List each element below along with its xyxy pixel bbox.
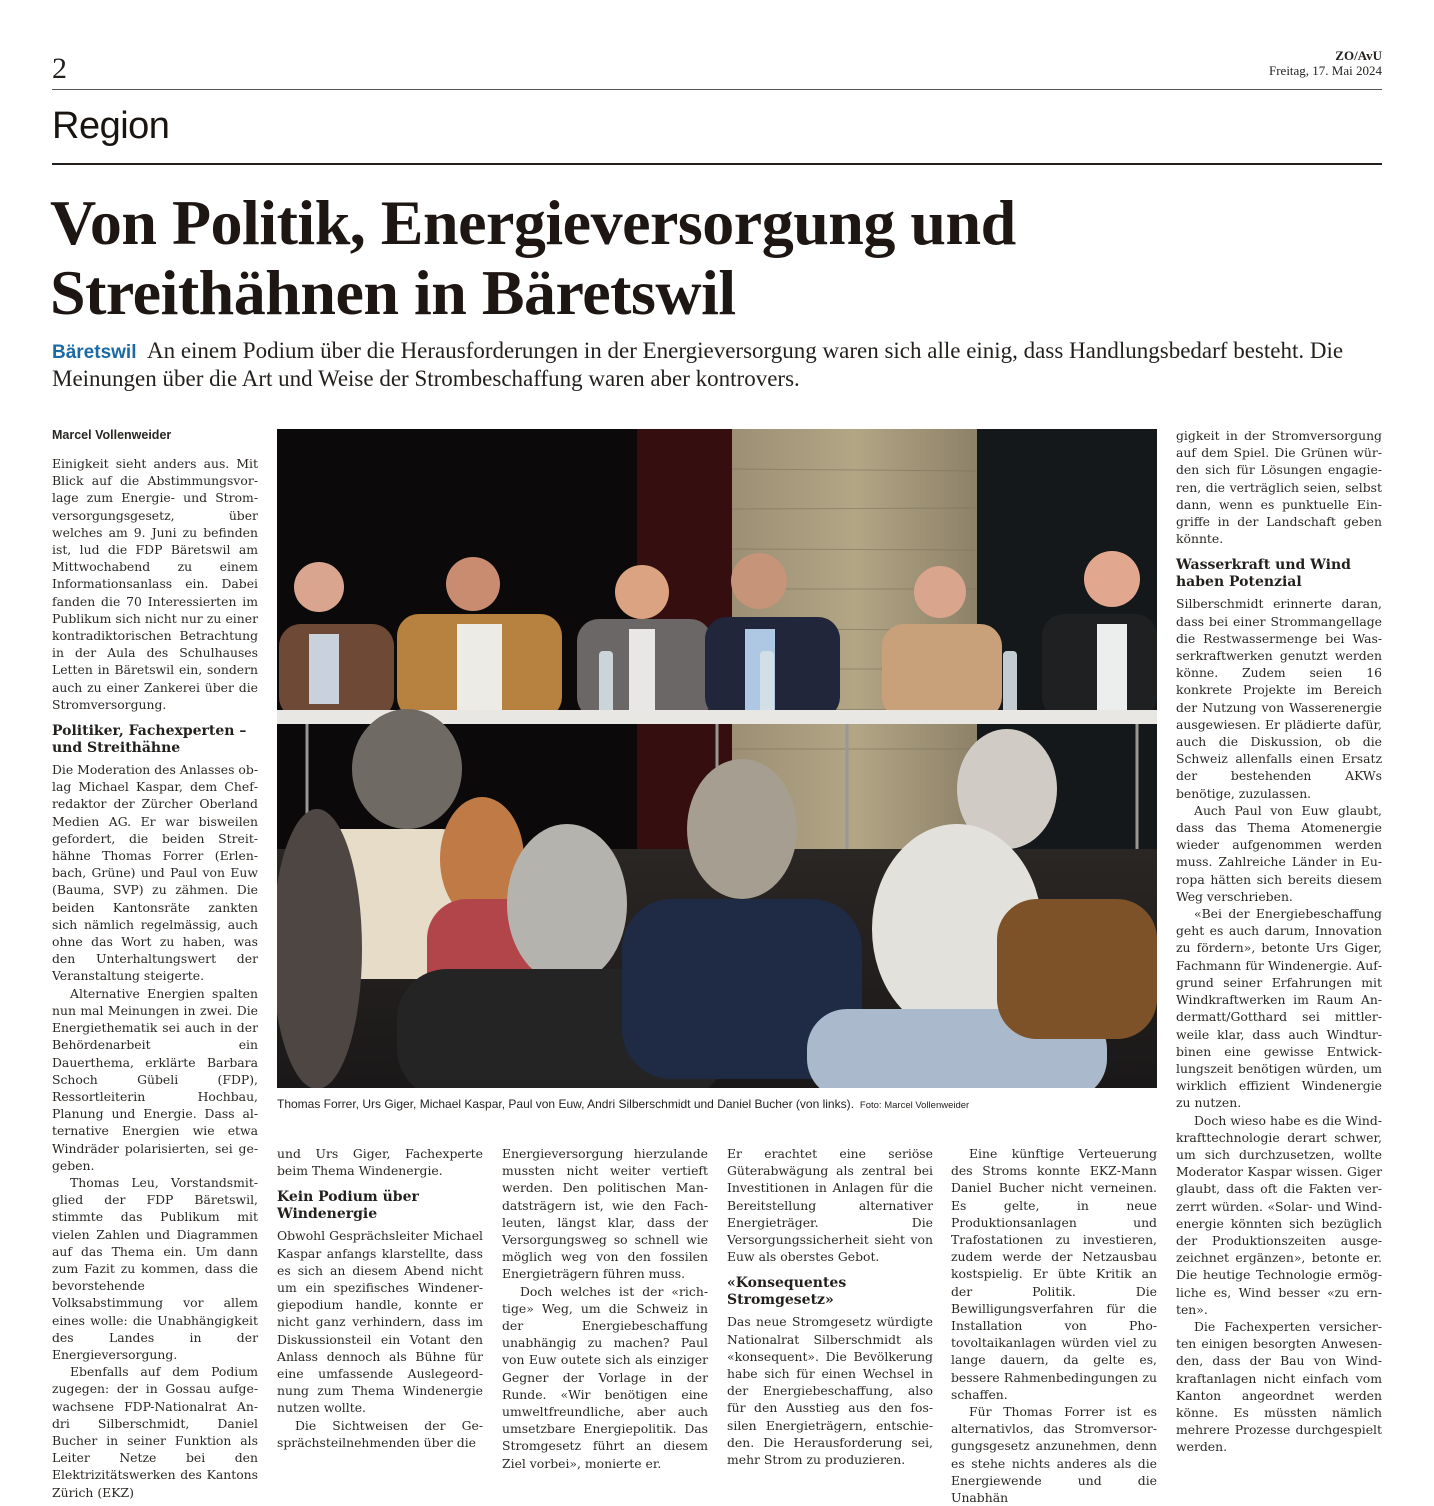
page-number: 2 <box>52 52 67 85</box>
paragraph: und Urs Giger, Fachexperte beim Thema Windenergie. <box>277 1146 483 1179</box>
subheading: «Konsequentes Stromgesetz» <box>727 1275 847 1309</box>
paragraph: Doch wieso habe es die Windkrafttechnologie derart schwer, um sich durchzusetzen, wollte Moderator Kaspar wissen. Giger glaubt, dass oft die Fakten verzerrt würden. «Solar- und Windenergie könnten sich bezüglich der Produktionszeiten ausgezeichnet ergänzen», betonte er. Die heutige Technologie ermögliche es, Wind besser «zu ernten». <box>1176 1112 1382 1317</box>
paragraph: Auch Paul von Euw glaubt, dass das Thema Atomenergie wieder aufgenommen werden muss. Zahlreiche Länder in Europa hätten sich bereits diesem Weg verschrieben. <box>1176 802 1382 904</box>
article-headline: Von Politik, Energieversorgung und Streithähnen in Bäretswil <box>50 187 1016 328</box>
panel-discussion-photo <box>277 429 1157 1088</box>
paragraph: Alternative Energien spalten nun mal Meinungen in zwei. Die Energiethematik sei auch in der Behördenarbeit ein Dauerthema, erklärte Barbara Schoch Gübeli (FDP), Ressortleiterin Hochbau, Planung und Energie. Dass alternative Energien wie etwa Windräder polarisierten, sei gegeben. <box>52 985 258 1173</box>
subheading: Politiker, Fachexperten – und Streithähne <box>52 723 247 757</box>
lead-text: An einem Podium über die Herausforderungen in der Energieversorgung waren sich alle einig, dass Handlungsbedarf besteht. Die Meinungen über die Art und Weise der Strombeschaffung waren aber kontrovers. <box>52 338 1344 391</box>
paragraph: «Bei der Energiebeschaffung geht es auch darum, Innovation zu fördern», betonte Urs Giger, Fachmann für Windenergie. Aufgrund seiner Erfahrungen mit Windkraftwerken im Raum Andermatt/Gotthard sei mittlerweile klar, dass auch Windturbinen eine gewisse Entwicklungszeit benötigen würden, um wirklich effizient Windenergie zu nutzen. <box>1176 906 1382 1111</box>
paragraph: Für Thomas Forrer ist es alternativlos, das Stromversorgungsgesetz anzunehmen, denn es stehe nichts anderes als die Energiewende und die Unabhän <box>951 1404 1157 1506</box>
caption-text: Thomas Forrer, Urs Giger, Michael Kaspar, Paul von Euw, Andri Silberschmidt und Daniel Bucher (von links). <box>277 1097 854 1111</box>
paragraph: Doch welches ist der «richtige» Weg, um die Schweiz in der Energiebeschaffung unabhängig zu machen? Paul von Euw outete sich als einziger Gegner der Vorlage in der Runde. «Wir benötigen eine umweltfreundliche, aber auch umsetzbare Energiepolitik. Das Stromgesetz führt an diesem Ziel vorbei», monierte er. <box>502 1283 708 1471</box>
paragraph: Energieversorgung hierzulande mussten nicht weiter vertieft werden. Den politischen Mandatsträgern ist, wie den Fachleuten, längst klar, dass der Versorgungsweg so schnell wie möglich weg von den fossilen Energieträgern führen muss. <box>502 1146 708 1282</box>
paragraph: Eine künftige Verteuerung des Stroms konnte EKZ-Mann Daniel Bucher nicht verneinen. Es gelte, in neue Produktionsanlagen und Trafostationen zu investieren, zudem werde der Netzausbau kostspielig. Er übte Kritik an der Politik. Die Bewilligungsverfahren für die Installation von Photovoltaikanlagen würden viel zu lange dauern, da gelte es, bessere Rahmenbedingungen zu schaffen. <box>951 1146 1157 1402</box>
photo-caption <box>277 1096 1157 1114</box>
article-column-1 <box>52 427 258 1501</box>
publication-name: ZO/AvU <box>1335 48 1382 63</box>
subheading: Wasserkraft und Wind haben Potenzial <box>1176 557 1351 591</box>
article-column-5 <box>951 1145 1157 1506</box>
article-lead <box>52 338 1382 392</box>
section-rule <box>52 163 1382 165</box>
dateline: Bäretswil <box>52 342 137 363</box>
article-photo <box>277 429 1157 1088</box>
paragraph: Thomas Leu, Vorstandsmitglied der FDP Bäretswil, stimmte das Publikum mit vielen Zahlen und Diagrammen auf das Thema ein. Um dann zum Fazit zu kommen, dass die bevorstehende Volksabstimmung vor allem eines wolle: die Unabhängigkeit des Landes in der Energieversorgung. <box>52 1174 258 1362</box>
photo-credit: Foto: Marcel Vollenweider <box>859 1100 970 1111</box>
article-column-6 <box>1176 427 1382 1456</box>
subheading: Kein Podium über Windenergie <box>277 1189 419 1223</box>
paragraph: Die Sichtweisen der Gesprächsteilnehmenden über die <box>277 1417 483 1450</box>
paragraph: Die Fachexperten versicherten einigen besorgten Anwesenden, dass der Bau von Windkraftanlagen nicht einfach vom Kanton angeordnet werden könne. Es müssten nämlich mehrere Prozesse durchgespielt werden. <box>1176 1318 1382 1455</box>
paragraph: Ebenfalls auf dem Podium zugegen: der in Gossau aufgewachsene FDP-Nationalrat Andri Silberschmidt, Daniel Bucher in seiner Funktion als Leiter Netze bei den Elektrizitätswerken des Kantons Zürich (EKZ) <box>52 1364 258 1500</box>
issue-date: Freitag, 17. Mai 2024 <box>1268 63 1382 78</box>
author-byline: Marcel Vollenweider <box>52 428 172 442</box>
header-rule <box>52 89 1382 90</box>
article-column-2 <box>277 1145 483 1451</box>
paragraph: Er erachtet eine seriöse Güterabwägung als zentral bei Investitionen in Anlagen für die Bereitstellung alternativer Energieträger. Die Versorgungssicherheit sieht von Euw als oberstes Gebot. <box>727 1146 933 1265</box>
paragraph: gigkeit in der Stromversorgung auf dem Spiel. Die Grünen würden sich für Lösungen engagieren, die verträglich seien, selbst dann, wenn es punktuelle Eingriffe in der Landschaft geben könnte. <box>1176 428 1382 547</box>
section-title: Region <box>52 105 170 147</box>
article-column-4 <box>727 1145 933 1468</box>
paragraph: Das neue Stromgesetz würdigte Nationalrat Silberschmidt als «konsequent». Die Bevölkerung habe sich für einen Wechsel in der Energiebeschaffung, also für den Ausstieg aus den fossilen Energieträgern, entschieden. Die Herausforderung sei, mehr Strom zu produzieren. <box>727 1314 933 1468</box>
paragraph: Einigkeit sieht anders aus. Mit Blick auf die Abstimmungsvorlage zum Energie- und Stromversorgungsgesetz, über welches am 9. Juni zu befinden ist, lud die FDP Bäretswil am Mittwochabend zu einem Informationsanlass ein. Dabei fanden die 70 Interessierten im Publikum sich nicht nur zu einer kontradiktorischen Betrachtung in der Aula des Schulhauses Letten in Bäretswil ein, sondern auch zu einer Zankerei über die Stromversorgung. <box>52 456 258 712</box>
paragraph: Die Moderation des Anlasses oblag Michael Kaspar, dem Chefredaktor der Zürcher Oberland Medien AG. Er war bisweilen gefordert, die beiden Streithähne Thomas Forrer (Erlenbach, Grüne) und Paul von Euw (Bauma, SVP) zu zähmen. Die beiden Kantonsräte zankten sich nämlich regelmässig, auch ohne das Wort zu haben, was den Unterhaltungswert der Veranstaltung steigerte. <box>52 762 258 984</box>
paragraph: Obwohl Gesprächsleiter Michael Kaspar anfangs klarstellte, dass es sich an diesem Abend nicht um ein spezifisches Windenergiepodium handle, konnte er nicht ganz verhindern, dass im Diskussionsteil ein Votant den Anlass dennoch als Bühne für eine umfassende Auslegeordnung zum Thema Windenergie nutzen wollte. <box>277 1228 483 1416</box>
publication-info <box>1269 48 1382 78</box>
paragraph: Silberschmidt erinnerte daran, dass bei einer Strommangellage die Restwassermenge bei Wasserkraftwerken genutzt werden könne. Zudem seien 16 konkrete Projekte im Bereich der Nutzung von Wasserenergie ausgewiesen. Er plädierte dafür, auch die Diskussion, ob die Schweiz allenfalls einen Ersatz der bestehenden AKWs benötige, zuzulassen. <box>1176 596 1382 801</box>
article-column-3 <box>502 1145 708 1472</box>
